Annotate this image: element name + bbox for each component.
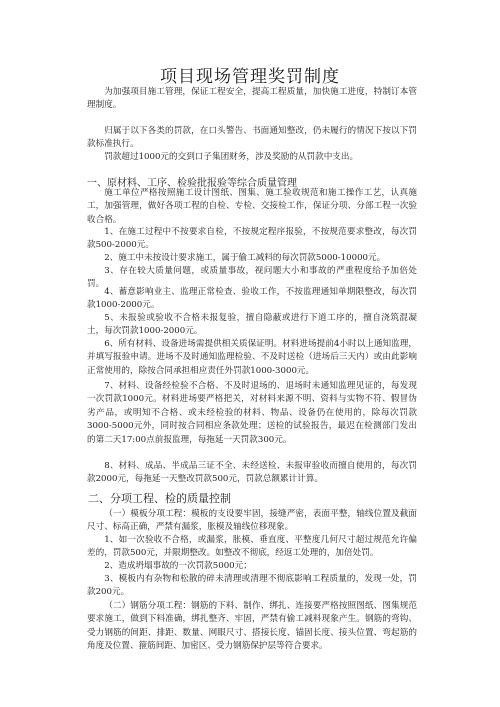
paragraph-item-2: 2、施工中未按设计要求施工，属于偷工减料的每次罚款5000-10000元。 — [104, 253, 386, 263]
paragraph-item-5: 5、未报验或验收不合格未报复验，擅自隐蔽或进行下道工序的，擅自浇筑混凝土，每次罚款1000-2000元。 — [87, 313, 417, 337]
section-heading-1: 一、原材料、工序、检验批报验等综合质量管理 — [87, 178, 297, 189]
page-title: 项目现场管理奖罚制度 — [160, 67, 340, 87]
paragraph-formwork-1: 1、如一次验收不合格，或漏浆，胀模、垂直度、平整度几何尺寸超过规范允许偏差的，罚款500元，并限期整改。如整改不彻底，经返工处理的，加倍处罚。 — [87, 535, 417, 559]
paragraph-intro: 为加强项目施工管理，保证工程安全，提高工程质量，加快施工进度，特制订本管理制度。 — [87, 87, 417, 111]
paragraph-item-1: 1、在施工过程中不按要求自检，不按规定程序报验，不按规范要求整改，每次罚款500-2000元。 — [87, 227, 417, 251]
paragraph-item-6: 6、所有材料、设备进场需提供相关质保证明。材料进场提前4小时以上通知监理，并填写报验申请。进场不及时通知监理检验、不及时送检（进场后三天内）或由此影响正常使用的，除按合同承担相应责任外罚款1000-3000元。 — [87, 339, 417, 376]
paragraph-section1-intro: 施工单位严格按照施工设计图纸、图集、施工验收规范和施工操作工艺，认真施工，加强管理，做好各项工程的自检、专检、交接检工作，保证分项、分部工程一次验收合格。 — [87, 188, 417, 225]
paragraph-item-8: 8、材料、成品、半成品三证不全、未经送检、未报审验收而擅自使用的，每次罚款2000元，每拖延一天整改罚款500元，罚款总额累计计算。 — [87, 461, 417, 485]
paragraph-penalty-scope: 归属于以下各类的罚款，在口头警告、书面通知整改，仍未履行的情况下按以下罚款标准执行。 — [87, 126, 417, 150]
paragraph-formwork-3: 3、模板内有杂物和松散的碎未清理或清理不彻底影响工程质量的，发现一处，罚款200元。 — [87, 574, 417, 598]
paragraph-item-7: 7、材料、设备经检验不合格、不及时退场的、退场时未通知监理见证的，每发现一次罚款1000元。材料进场要严格把关，对材料来源不明、资料与实物不符、假冒伪劣产品，或明知不合格、或未经检验的材料、物品、设备仍在使用的，除每次罚款3000-5000元外，同时按合同相应条款处理；送检的试验报告，最迟在检测部门发出的第二天17:00点前报监理，每拖延一天罚款300元。 — [87, 381, 417, 445]
paragraph-fine-handling: 罚款超过1000元的交到口子集团财务，涉及奖励的从罚款中支出。 — [104, 152, 359, 162]
paragraph-item-4: 4、蓄意影响业主、监理正常检查、验收工作，不按监理通知单期限整改，每次罚款1000-2000元。 — [87, 287, 417, 311]
section-heading-2: 二、分项工程、检的质量控制 — [88, 492, 231, 505]
paragraph-formwork-2: 2、造成坍塌事故的一次罚款5000元； — [104, 561, 252, 571]
paragraph-rebar: （二）钢筋分项工程：钢筋的下料、制作、绑扎、连接要严格按照图纸、图集规范要求施工，做到下料准确，绑扎整齐、牢固，严禁有偷工减料现象产生。钢筋的弯钩、受力钢筋的间距、排距、数量、网眼尺寸、搭接长度、锚固长度、接头位置、弯起筋的角度及位置、箍筋间距、加密区、受力钢筋保护层等符合要求。 — [87, 601, 417, 652]
paragraph-formwork: （一）模板分项工程：模板的支设要牢固，接缝严密，表面平整，轴线位置及截面尺寸、标高正确，严禁有漏浆，胀模及轴线位移现象。 — [87, 509, 417, 533]
paragraph-item-3: 3、存在较大质量问题，或质量事故，视问题大小和事故的严重程度给予加倍处罚。 — [87, 266, 417, 290]
